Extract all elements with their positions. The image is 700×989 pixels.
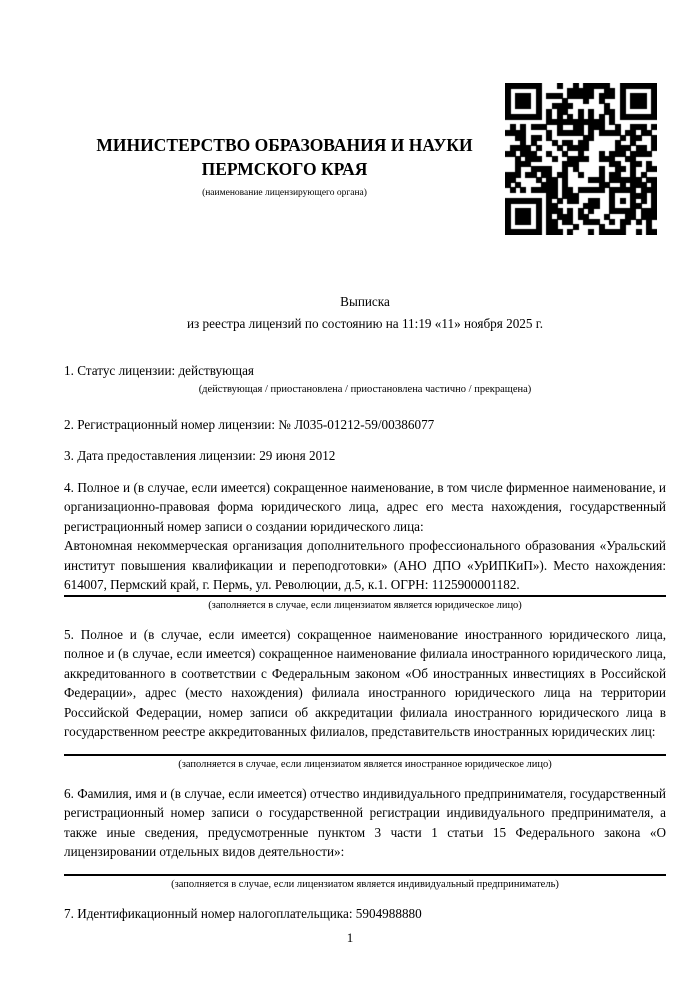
foreign-entity-caption: (заполняется в случае, если лицензиатом является иностранное юридическое лицо) [178, 758, 552, 770]
legal-entity-label: 4. Полное и (в случае, если имеется) сокращенное наименование, в том числе фирменное наименование, и организационно-правовая форма юридического лица, адрес его места нахождения, государственный регистрационный номер записи о создании юридического лица: [64, 479, 666, 534]
foreign-entity-rule [64, 754, 666, 756]
issuing-authority-block [64, 83, 505, 199]
qr-code-icon [505, 83, 657, 235]
legal-entity-value: Автономная некоммерческая организация дополнительного профессионального образования «Уральский институт повышения квалификации и переподготовки» (АНО ДПО «УрИПКиП»). Место нахождения: 614007, Пермский край, г. Пермь, ул. Революции, д.5, к.1. ОГРН: 1125900001182. [64, 538, 666, 592]
license-status-text: 1. Статус лицензии: действующая [64, 363, 255, 378]
issuing-authority-title-line1: МИНИСТЕРСТВО ОБРАЗОВАНИЯ И НАУКИ [96, 135, 473, 155]
license-status-caption: (действующая / приостановлена / приостановлена частично / прекращена) [198, 383, 532, 395]
taxpayer-number-text: 7. Идентификационный номер налогоплательщика: 5904988880 [64, 905, 422, 921]
legal-entity-rule [64, 595, 666, 597]
grant-date-text: 3. Дата предоставления лицензии: 29 июня 2012 [64, 448, 336, 463]
entrepreneur-rule [64, 874, 666, 876]
issuing-authority-caption: (наименование лицензирующего органа) [202, 188, 367, 198]
page-number: 1 [346, 930, 354, 945]
item-entrepreneur [64, 784, 666, 892]
item-registration-number [64, 415, 666, 435]
extract-items [64, 361, 666, 923]
entrepreneur-caption: (заполняется в случае, если лицензиатом является индивидуальный предприниматель) [171, 878, 559, 890]
issuing-authority-title [64, 133, 505, 181]
registration-number-text: 2. Регистрационный номер лицензии: № Л035-01212-59/00386077 [64, 416, 435, 432]
foreign-entity-label: 5. Полное и (в случае, если имеется) сокращенное наименование иностранного юридического лица, полное и (в случае, если имеется) сокращенное наименование филиала иностранного юридического лица, аккредитованного в соответствии с Федеральным законом «Об иностранных инвестициях в Российской Федерации», адрес (место нахождения) филиала иностранного юридического лица на территории Российской Федерации, номер записи об аккредитации филиала иностранного юридического лица в государственном реестре аккредитованных филиалов, представительств иностранных юридических лиц: [64, 626, 666, 739]
document-header [64, 83, 666, 235]
item-license-status [64, 361, 666, 397]
item-legal-entity [64, 478, 666, 613]
extract-title-block [64, 291, 666, 335]
extract-date-line: из реестра лицензий по состоянию на 11:19 «11» ноября 2025 г. [186, 316, 544, 331]
item-grant-date [64, 446, 666, 466]
item-foreign-entity [64, 625, 666, 772]
entrepreneur-label: 6. Фамилия, имя и (в случае, если имеется) отчество индивидуального предпринимателя, государственный регистрационный номер записи о государственной регистрации индивидуального предпринимателя, а также иные сведения, предусмотренные пунктом 3 части 1 статьи 15 Федерального закона «О лицензировании отдельных видов деятельности»: [64, 785, 666, 859]
issuing-authority-title-line2: ПЕРМСКОГО КРАЯ [201, 159, 368, 179]
extract-title: Выписка [340, 294, 390, 309]
item-taxpayer-number [64, 904, 666, 924]
legal-entity-caption: (заполняется в случае, если лицензиатом является юридическое лицо) [208, 599, 522, 611]
